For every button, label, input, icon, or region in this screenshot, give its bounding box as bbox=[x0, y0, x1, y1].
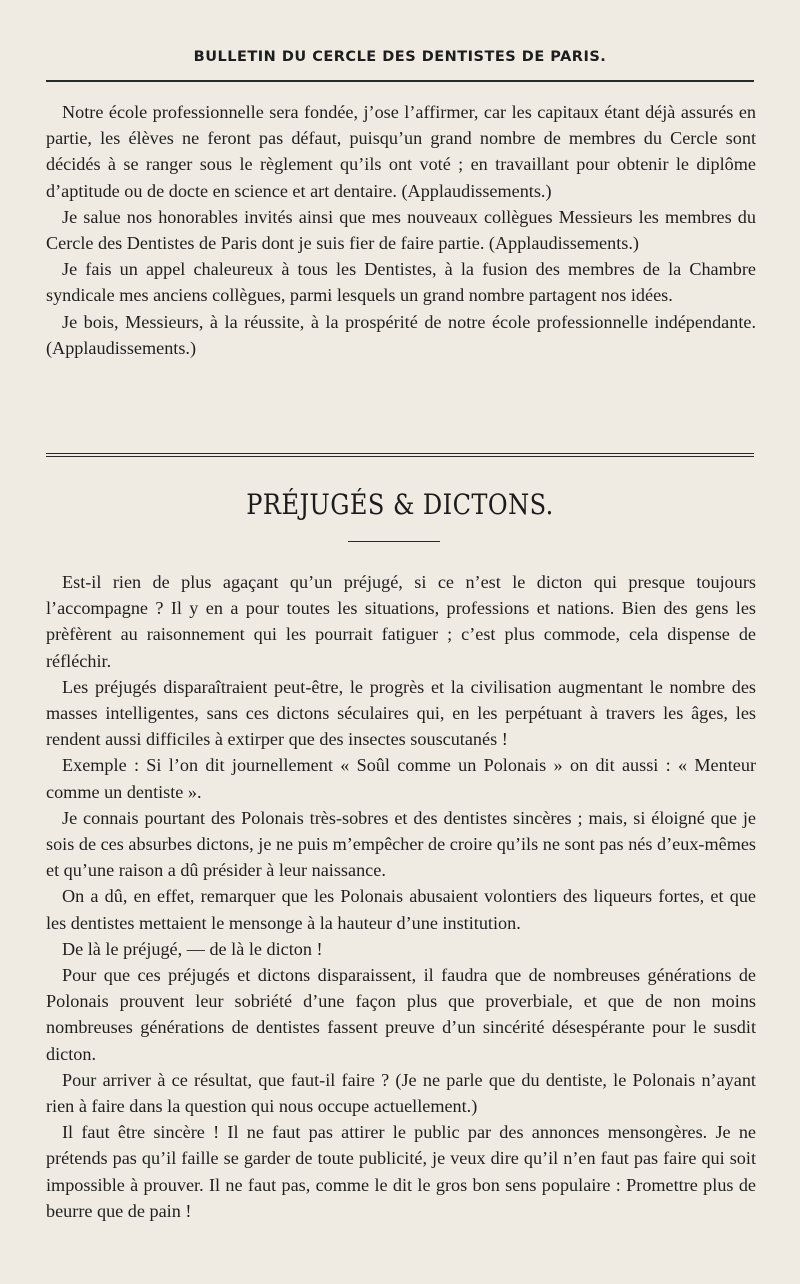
paragraph: On a dû, en effet, remarquer que les Polonais abusaient volontiers des liqueurs fortes, et que les dentistes mettaient le mensonge à la hauteur d’une institution. bbox=[46, 886, 756, 933]
section-separator bbox=[46, 453, 754, 457]
speech-text bbox=[46, 99, 756, 361]
paragraph: Je salue nos honorables invités ainsi que mes nouveaux collègues Messieurs les membres du Cercle des Dentistes de Paris dont je suis fier de faire partie. (Applaudissements.) bbox=[46, 206, 756, 254]
paragraph: Je bois, Messieurs, à la réussite, à la prospérité de notre école professionnelle indépendante. (Applaudissements.) bbox=[46, 311, 756, 358]
paragraph: Je fais un appel chaleureux à tous les Dentistes, à la fusion des membres de la Chambre syndicale mes anciens collègues, parmi lesquels un grand nombre partagent nos idées. bbox=[46, 259, 756, 306]
title-underline bbox=[348, 541, 440, 542]
article-title: PRÉJUGÉS & DICTONS. bbox=[246, 488, 554, 521]
paragraph: De là le préjugé, — de là le dicton ! bbox=[62, 938, 323, 959]
paragraph: Notre école professionnelle sera fondée, j’ose l’affirmer, car les capitaux étant déjà assurés en partie, les élèves ne feront pas défaut, puisqu’un grand nombre de membres du Cercle sont décidés à se ranger sous le règlement qu’ils ont voté ; en travaillant pour obtenir le diplôme d’aptitude ou de docte en science et art dentaire. (Applaudissements.) bbox=[46, 102, 756, 201]
header-rule bbox=[46, 80, 754, 82]
paragraph: Pour arriver à ce résultat, que faut-il faire ? (Je ne parle que du dentiste, le Polonais n’ayant rien à faire dans la question qui nous occupe actuellement.) bbox=[46, 1069, 756, 1117]
article-body bbox=[46, 569, 756, 1224]
paragraph: Il faut être sincère ! Il ne faut pas attirer le public par des annonces mensongères. Je ne prétends pas qu’il faille se garder de toute publicité, je veux dire qu’il n’en faut pas faire qui soit impossible à prouver. Il ne faut pas, comme le dit le gros bon sens populaire : Promettre plus de beurre que de pain ! bbox=[46, 1122, 756, 1221]
paragraph: Pour que ces préjugés et dictons disparaissent, il faudra que de nombreuses générations de Polonais prouvent leur sobriété d’une façon plus que proverbiale, et que de non moins nombreuses générations de dentistes fassent preuve d’un sincérité désespérante pour le susdit dicton. bbox=[46, 965, 756, 1064]
paragraph: Les préjugés disparaîtraient peut-être, le progrès et la civilisation augmentant le nombre des masses intelligentes, sans ces dictons séculaires qui, en les perpétuant à travers les âges, les rendent aussi difficiles à extirper que des insectes souscutanés ! bbox=[46, 676, 756, 750]
paragraph: Est-il rien de plus agaçant qu’un préjugé, si ce n’est le dicton qui presque toujours l’accompagne ? Il y en a pour toutes les situations, professions et nations. Bien des gens les prèfèrent au raisonnement qui les pourrait fatiguer ; c’est plus commode, cela dispense de réfléchir. bbox=[46, 572, 756, 671]
paragraph: Je connais pourtant des Polonais très-sobres et des dentistes sincères ; mais, si éloigné que je sois de ces absurbes dictons, je ne puis m’empêcher de croire qu’ils ne sont pas nés d’eux-mêmes et qu’une raison a dû présider à leur naissance. bbox=[46, 807, 756, 881]
running-header: BULLETIN DU CERCLE DES DENTISTES DE PARIS. bbox=[193, 49, 607, 65]
paragraph: Exemple : Si l’on dit journellement « Soûl comme un Polonais » on dit aussi : « Menteur comme un dentiste ». bbox=[46, 755, 756, 802]
